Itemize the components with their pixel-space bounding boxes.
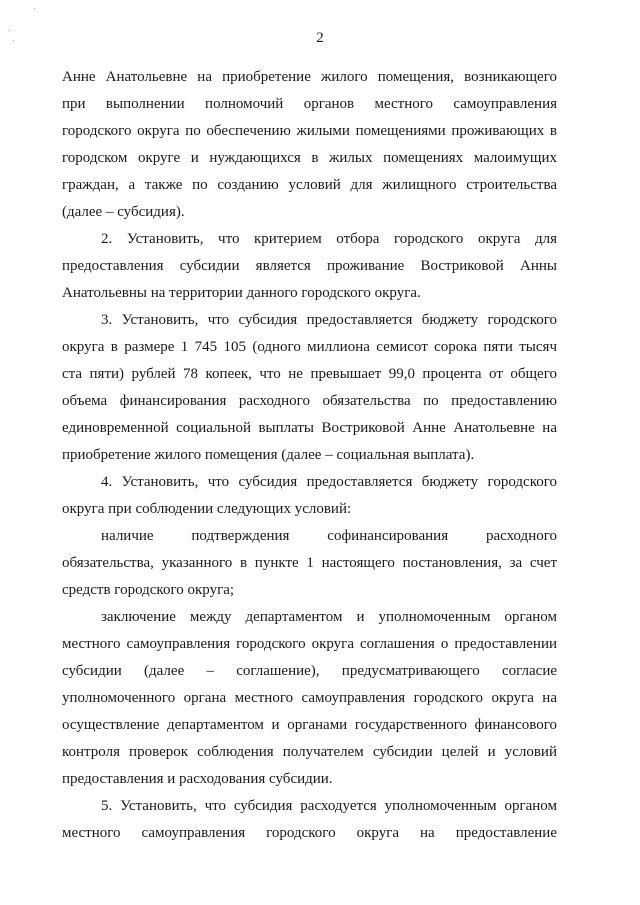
scan-speck — [34, 8, 35, 9]
text-line: округа в размере 1 745 105 (одного миллиона семисот сорока пяти тысяч — [62, 339, 557, 355]
text-line: местного самоуправления городского округа на предоставление — [62, 825, 557, 841]
paragraph-start: 2. Установить, что критерием отбора городского округа для — [101, 231, 557, 247]
text-line: Анне Анатольевне на приобретение жилого помещения, возникающего — [62, 69, 557, 85]
text-line: округа при соблюдении следующих условий: — [62, 501, 352, 517]
text-line: городском округе и нуждающихся в жилых помещениях малоимущих — [62, 150, 557, 166]
paragraph-start: 3. Установить, что субсидия предоставляется бюджету городского — [101, 312, 557, 328]
text-line: при выполнении полномочий органов местного самоуправления — [62, 96, 557, 112]
text-line: (далее – субсидия). — [62, 204, 185, 220]
text-line: предоставления и расходования субсидии. — [62, 771, 333, 787]
text-line: единовременной социальной выплаты Востриковой Анне Анатольевне на — [62, 420, 557, 436]
text-line: обязательства, указанного в пункте 1 настоящего постановления, за счет — [62, 555, 557, 571]
paragraph-start: заключение между департаментом и уполномоченным органом — [101, 609, 557, 625]
paragraph-start: наличие подтверждения софинансирования расходного — [101, 528, 557, 544]
text-line: ста пяти) рублей 78 копеек, что не превышает 99,0 процента от общего — [62, 366, 557, 382]
text-line: осуществление департаментом и органами государственного финансового — [62, 717, 557, 733]
text-line: средств городского округа; — [62, 582, 235, 598]
paragraph-start: 4. Установить, что субсидия предоставляется бюджету городского — [101, 474, 557, 490]
text-line: Анатольевны на территории данного городского округа. — [62, 285, 421, 301]
paragraph-start: 5. Установить, что субсидия расходуется уполномоченным органом — [101, 798, 557, 814]
page-number: 2 — [316, 30, 324, 46]
text-line: граждан, а также по созданию условий для жилищного строительства — [62, 177, 557, 193]
text-line: городского округа по обеспечению жилыми помещениями проживающих в — [62, 123, 557, 139]
text-line: предоставления субсидии является проживание Востриковой Анны — [62, 258, 557, 274]
text-line: местного самоуправления городского округа соглашения о предоставлении — [62, 636, 557, 652]
text-line: уполномоченного органа местного самоуправления городского округа на — [62, 690, 557, 706]
text-line: объема финансирования расходного обязательства по предоставлению — [62, 393, 557, 409]
text-line: приобретение жилого помещения (далее – социальная выплата). — [62, 447, 475, 463]
text-line: контроля проверок соблюдения получателем субсидии целей и условий — [62, 744, 557, 760]
text-line: субсидии (далее – соглашение), предусматривающего согласие — [62, 663, 557, 679]
